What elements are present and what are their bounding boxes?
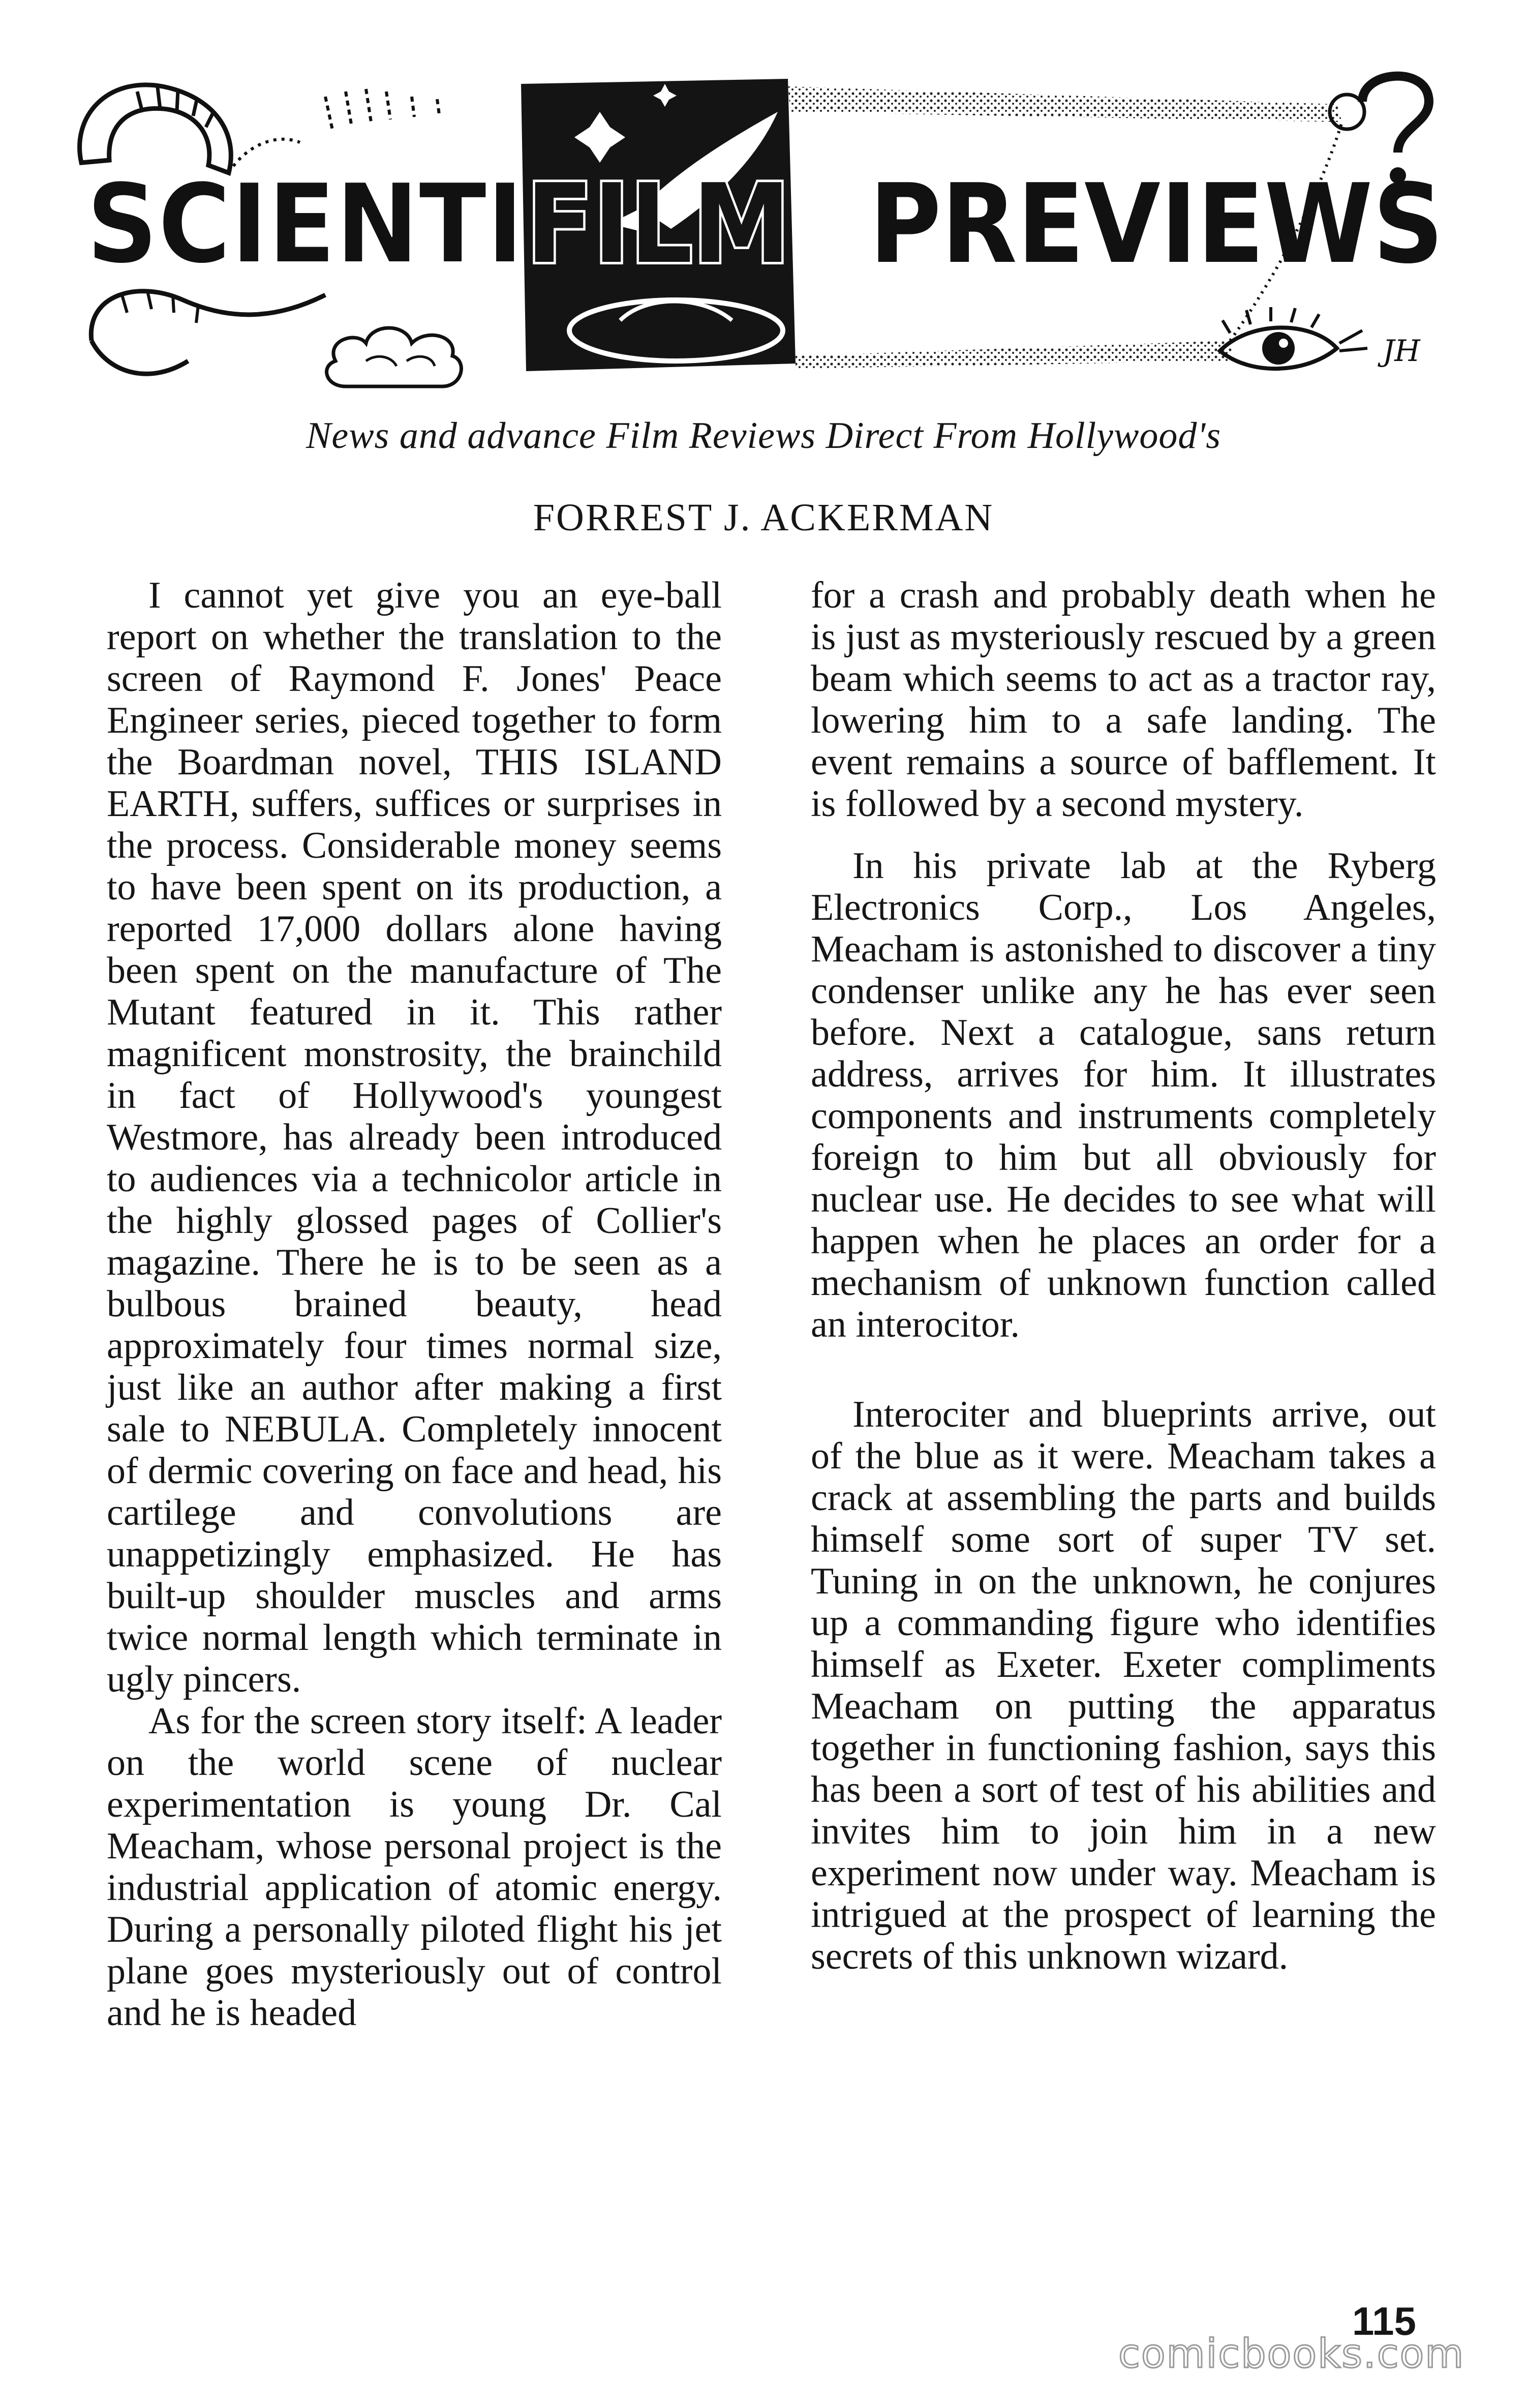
title-left: SCIENTI <box>86 160 524 288</box>
left-column <box>107 575 722 2054</box>
eye-icon <box>1220 307 1367 369</box>
watermark: comicbooks.com <box>1118 2331 1465 2377</box>
tagline: News and advance Film Reviews Direct From Hollywood's <box>306 415 1221 457</box>
article-paragraph: In his private lab at the Ryberg Electronics Corp., Los Angeles, Meacham is astonished to discover a tiny condenser unlike any he has ever seen before. Next a catalogue, sans return address, arrives for him. It illustrates components and instruments completely foreign to him but all obviously for nuclear use. He decides to see what will happen when he places an order for a mechanism of unknown function called an interocitor. <box>811 845 1436 1345</box>
article-paragraph: As for the screen story itself: A leader on the world scene of nuclear experimentation is young Dr. Cal Meacham, whose personal project is the industrial application of atomic energy. During a personally piloted flight his jet plane goes mysteriously out of control and he is headed <box>107 1700 722 2034</box>
exhaust-clouds-icon <box>327 328 462 386</box>
page-number: 115 <box>1352 2299 1416 2343</box>
article-paragraph: Interociter and blueprints arrive, out of the blue as it were. Meacham takes a crack at assembling the parts and builds himself some sort of super TV set. Tuning in on the unknown, he conjures up a commanding figure who identifies himself as Exeter. Exeter compliments Meacham on putting the apparatus together in functioning fashion, says this has been a sort of test of his abilities and invites him to join him in a new experiment now under way. Meacham is intrigued at the prospect of learning the secrets of this unknown wizard. <box>811 1394 1436 1977</box>
right-column <box>811 575 1436 1998</box>
title-center: FILM <box>526 160 790 288</box>
article-paragraph: I cannot yet give you an eye-ball report on whether the translation to the screen of Raymond F. Jones' Peace Engineer series, pieced together to form the Boardman novel, THIS ISLAND EARTH, suffers, suffices or surprises in the process. Considerable money seems to have been spent on its production, a reported 17,000 dollars alone having been spent on the manufacture of The Mutant featured in it. This rather magnificent monstrosity, the brainchild in fact of Hollywood's youngest Westmore, has already been introduced to audiences via a technicolor article in the highly glossed pages of Collier's magazine. There he is to be seen as a bulbous brained beauty, head approximately four times normal size, just like an author after making a first sale to NEBULA. Completely innocent of dermic covering on face and head, his cartilege and convolutions are unappetizingly emphasized. He has built-up shoulder muscles and arms twice normal length which terminate in ugly pincers. <box>107 575 722 1700</box>
speed-lines-icon <box>325 89 439 132</box>
artist-signature: JH <box>1383 334 1420 368</box>
header-illustration <box>61 56 1464 412</box>
film-reel-swirl-icon <box>91 291 325 374</box>
article-paragraph: for a crash and probably death when he is just as mysteriously rescued by a green beam which seems to act as a tractor ray, lowering him to a safe landing. The event remains a source of bafflement. It is followed by a second mystery. <box>811 575 1436 825</box>
title-right: PREVIEWS <box>869 160 1444 288</box>
author-byline: FORREST J. ACKERMAN <box>533 496 994 539</box>
